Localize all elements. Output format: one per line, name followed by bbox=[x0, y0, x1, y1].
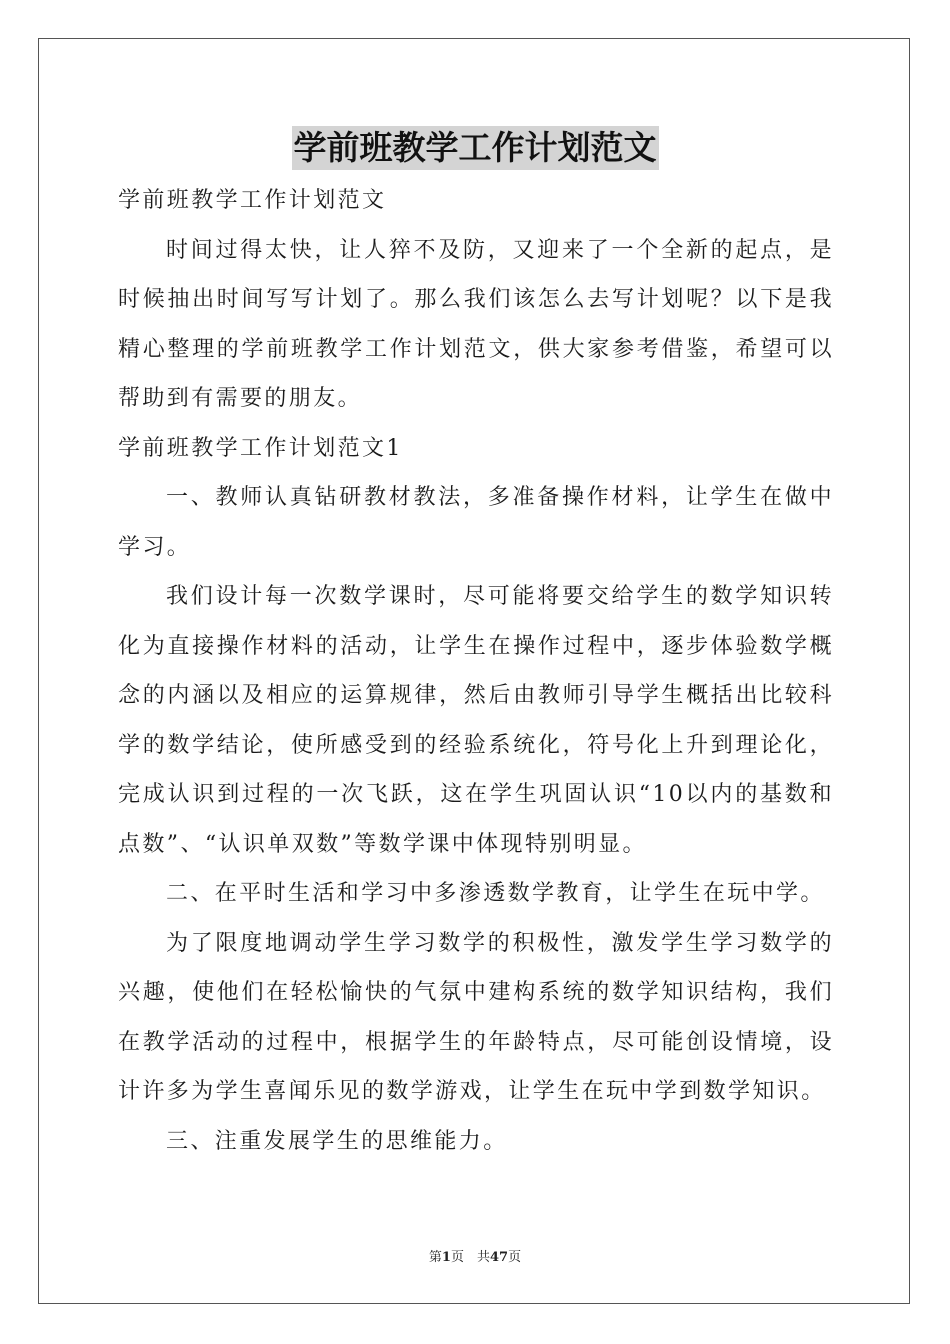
document-title: 学前班教学工作计划范文 bbox=[292, 126, 659, 170]
section-heading: 学前班教学工作计划范文1 bbox=[118, 435, 403, 461]
paragraph: 三、注重发展学生的思维能力。 bbox=[166, 1128, 508, 1154]
total-page-count: 47 bbox=[489, 1250, 509, 1265]
footer-mid: 页 共 bbox=[450, 1250, 490, 1265]
intro-paragraph: 时间过得太快，让人猝不及防，又迎来了一个全新的起点，是时候抽出时间写写计划了。那么我们该怎么去写计划呢？以下是我精心整理的学前班教学工作计划范文，供大家参考借鉴，希望可以帮助到有需要的朋友。 bbox=[118, 237, 834, 411]
paragraph: 二、在平时生活和学习中多渗透数学教育，让学生在玩中学。 bbox=[166, 881, 825, 906]
paragraph: 为了限度地调动学生学习数学的积极性，激发学生学习数学的兴趣，使他们在轻松愉快的气氛中建构系统的数学知识结构，我们在教学活动的过程中，根据学生的年龄特点，尽可能创设情境，设计许多为学生喜闻乐见的数学游戏，让学生在玩中学到数学知识。 bbox=[118, 930, 834, 1104]
paragraph: 我们设计每一次数学课时，尽可能将要交给学生的数学知识转化为直接操作材料的活动，让学生在操作过程中，逐步体验数学概念的内涵以及相应的运算规律，然后由教师引导学生概括出比较科学的数学结论，使所感受到的经验系统化，符号化上升到理论化，完成认识到过程的一次飞跃，这在学生巩固认识“10以内的基数和点数”、“认识单双数”等数学课中体现特别明显。 bbox=[118, 584, 834, 857]
current-page-number: 1 bbox=[441, 1250, 451, 1265]
footer-prefix: 第 bbox=[428, 1250, 442, 1265]
footer-suffix: 页 bbox=[508, 1250, 522, 1265]
paragraph: 一、教师认真钻研教材教法，多准备操作材料，让学生在做中学习。 bbox=[118, 485, 834, 560]
document-body bbox=[118, 176, 834, 1166]
title-container bbox=[0, 126, 950, 170]
document-subtitle: 学前班教学工作计划范文 bbox=[118, 188, 387, 213]
page-footer bbox=[0, 1246, 950, 1265]
